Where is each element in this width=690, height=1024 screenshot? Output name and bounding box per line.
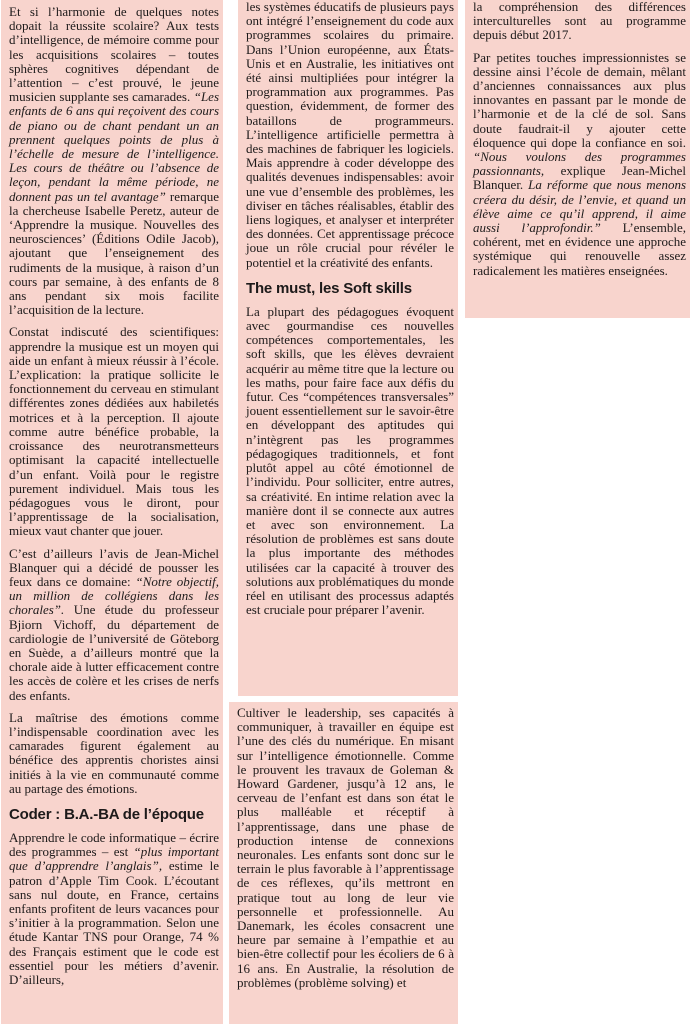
paragraph: La maîtrise des émotions comme l’indispensable coordination avec les camarades figurent également au bénéfice des apprentis choristes ainsi initiés à la vie en communauté comme au partage des émotions. — [9, 709, 219, 796]
column-middle-bottom — [229, 702, 458, 1024]
paragraph: La plupart des pédagogues évoquent avec gourmandise ces nouvelles compétences comportementales, les soft skills, que les élèves devraient acquérir au même titre que la lecture ou les maths, pour faire face aux défis du futur. Ces “compétences transversales” jouent essentiellement sur le savoir-être en développant des aptitudes qui n’intègrent pas les programmes pédagogiques traditionnels, et font plutôt appel au côté émotionnel de l’individu. Pour solliciter, entre autres, sa créativité. En intime relation avec la manière dont il se connecte aux autres et avec son environnement. La résolution de problèmes est sans doute la plus importante des méthodes utilisées car la capacité à trouver des solutions aux problématiques du monde réel en utilisant des processus adaptés est cruciale pour préparer l’avenir. — [246, 303, 454, 618]
paragraph: la compréhension des différences interculturelles sont au programme depuis début 2017. — [473, 0, 686, 43]
paragraph: les systèmes éducatifs de plusieurs pays ont intégré l’enseignement du code aux programmes scolaires du primaire. Dans l’Union européenne, aux États-Unis et en Australie, les initiatives ont été ainsi multipliées pour intégrer la programmation aux programmes. Pas question, évidemment, de former des bataillons de programmeurs. L’intelligence artificielle permettra à des machines de fabriquer les logiciels. Mais apprendre à coder développe des qualités devenues indispensables: avoir une vue d’ensemble des problèmes, les diviser en tâches réalisables, établir des liens logiques, et analyser et interpréter des données. Cet apprentissage précoce joue un rôle crucial pour révéler le potentiel et la créativité des enfants. — [246, 0, 454, 270]
paragraph-text: Par petites touches impressionnistes se dessine ainsi l’école de demain, mêlant d’anciennes connaissances aux plus innovantes en passant par le monde de l’harmonie et de la clé de sol. Sans doute faudrait-il y ajouter cette éloquence qui dope la confiance en soi. — [473, 49, 686, 150]
paragraph: Constat indiscuté des scientifiques: apprendre la musique est un moyen qui aide un enfant à mieux réussir à l’école. L’explication: la pratique sollicite le fonctionnement du cerveau en stimulant différentes zones dédiées aux habiletés motrices et à la perception. Il ajoute comme autre bénéfice probable, la croissance des neurotransmetteurs optimisant la capacité intellectuelle d’un enfant. Voilà pour le registre purement individuel. Mais tous les pédagogues vous le diront, pour l’apprentissage de la socialisation, mieux vaut chanter que jouer. — [9, 324, 219, 539]
quote-text: “Notre objectif, un million de collégiens dans les chorales”. — [9, 573, 220, 618]
paragraph-text: Une étude du professeur Bjiorn Vichoff, du département de cardiologie de l’université de Göteborg en Suède, a d’ailleurs montré que la chorale aide à lutter efficacement contre les accès de colère et les crises de nerfs des enfants. — [9, 602, 219, 703]
section-heading: Coder : B.A.-BA de l’époque — [9, 805, 204, 823]
paragraph — [9, 5, 219, 317]
paragraph-text: C’est d’ailleurs l’avis de Jean-Michel Blanquer qui a décidé de pousser les feux dans ce domaine: — [9, 545, 219, 589]
paragraph-text: Et si l’harmonie de quelques notes dopait la réussite scolaire? Aux tests d’intelligence, de mémoire comme pour les acquisitions scolaires – toutes sphères cognitives dépendant de l’attention – c’est prouvé, le jeune musicien supplante ses camarades. — [9, 4, 219, 105]
quote-text: “Les enfants de 6 ans qui reçoivent des cours de piano ou de chant pendant un an prennent quelques points de plus à l’échelle de mesure de l’intelligence. Les cours de théâtre ou l’absence de leçon, pendant la même période, ne donnent pas un tel avantage” — [9, 89, 220, 204]
quote-text: “plus important que d’apprendre l’anglais”, — [9, 844, 219, 874]
column-right — [465, 0, 690, 318]
column-left — [1, 0, 223, 1024]
paragraph: Cultiver le leadership, ses capacités à communiquer, à travailler en équipe est l’une des clés du numérique. En misant sur l’intelligence émotionnelle. Comme le prouvent les travaux de Goleman & Howard Gardener, jusqu’à 12 ans, le cerveau de l’enfant est dans son état le plus malléable et réceptif à l’apprentissage, dans une phase de production intense de connexions neuronales. Les enfants sont donc sur le terrain le plus favorable à l’apprentissage de ces réflexes, qu’ils mettront en pratique tout au long de leur vie personnelle et professionnelle. Au Danemark, les écoles consacrent une heure par semaine à l’empathie et au bien-être collectif pour les écoliers de 6 à 16 ans. En Australie, la résolution de problèmes (problème solving) et — [237, 705, 454, 990]
paragraph-text: Apprendre le code informatique – écrire des programmes – est — [9, 829, 219, 860]
column-middle-top — [238, 0, 458, 696]
paragraph — [9, 831, 219, 987]
paragraph-text: explique Jean-Michel Blanquer. — [473, 163, 687, 193]
quote-text: La réforme que nous menons créera du désir, de l’envie, et quand un élève aime ce qu’il apprend, il aime aussi l’approfondir.” — [473, 177, 687, 236]
quote-text: “Nous voulons des programmes passionnants, — [473, 149, 686, 179]
paragraph-text: remarque la chercheuse Isabelle Peretz, auteur de ‘Apprendre la musique. Nouvelles des neurosciences’ (Éditions Odile Jacob), ajoutant que l’enseignement des rudiments de la musique, à raison d’un cours par semaine, à des enfants de 8 ans pendant six mois facilite l’acquisition de la lecture. — [9, 188, 219, 318]
paragraph-text: L’ensemble, cohérent, met en évidence une approche systémique qui renouvelle assez radicalement les matières enseignées. — [473, 220, 686, 278]
paragraph — [473, 51, 686, 278]
paragraph-text: estime le patron d’Apple Tim Cook. L’écoutant sans nul doute, en France, certains enfants profitent de leurs vacances pour s’initier à la programmation. Selon une étude Kantar TNS pour Orange, 74 % des Français estiment que le code est essentiel pour les métiers d’avenir. D’ailleurs, — [9, 858, 219, 987]
section-heading: The must, les Soft skills — [246, 279, 412, 297]
paragraph — [9, 547, 219, 703]
